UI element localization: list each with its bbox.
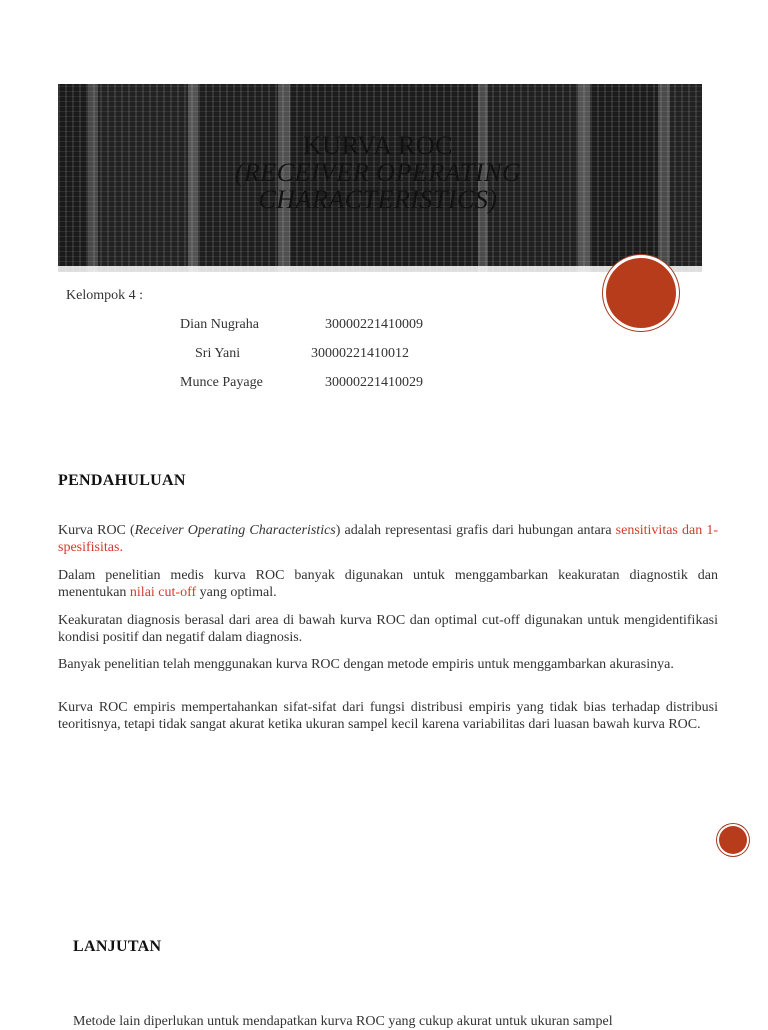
paragraph-2-text-b: yang optimal. [196,585,277,600]
paragraph-1-text-a: Kurva ROC ( [58,523,135,538]
paragraph-2-text-a: Dalam penelitian medis kurva ROC banyak digunakan untuk menggambarkan keakuratan diagnostik dan menentukan [58,568,718,600]
decorative-circle-small [719,826,747,854]
paragraph-1-highlight: sensitivitas dan 1-spesifisitas. [58,523,718,555]
group-label: Kelompok 4 : [66,288,143,303]
section-heading-pendahuluan: PENDAHULUAN [58,472,186,489]
paragraph-5: Kurva ROC empiris mempertahankan sifat-sifat dari fungsi distribusi empiris yang tidak bias terhadap distribusi teoritisnya, tetapi tidak sangat akurat ketika ukuran sampel kecil karena variabilitas dari luasan bawah kurva ROC. [58,700,718,732]
member-1-name: Dian Nugraha [180,317,259,332]
title-line-1: KURVA ROC [302,131,454,160]
title-line-2: (RECEIVER OPERATING [234,158,522,187]
member-2-name: Sri Yani [195,346,241,361]
paragraph-4: Banyak penelitian telah menggunakan kurva ROC dengan metode empiris untuk menggambarkan akurasinya. [58,657,674,672]
paragraph-1-text-b: ) adalah representasi grafis dari hubungan antara [335,523,616,538]
slide-title [208,132,548,213]
paragraph-2-highlight: nilai cut-off [129,585,197,600]
member-1-id: 30000221410009 [325,317,423,332]
title-banner [58,84,702,272]
member-3-name: Munce Payage [180,375,263,390]
member-3-id: 30000221410029 [325,375,423,390]
decorative-circle-large [606,258,676,328]
title-line-3: CHARACTERISTICS) [258,185,498,214]
section-heading-lanjutan: LANJUTAN [73,938,162,955]
paragraph-1 [58,522,718,556]
paragraph-lanjutan-1: Metode lain diperlukan untuk mendapatkan kurva ROC yang cukup akurat untuk ukuran sampel [73,1014,613,1029]
paragraph-1-italic: Receiver Operating Characteristics [134,523,336,538]
paragraph-3: Keakuratan diagnosis berasal dari area di bawah kurva ROC dan optimal cut-off digunakan untuk mengidentifikasi kondisi positif dan negatif dalam diagnosis. [58,613,718,645]
paragraph-2 [58,567,718,601]
member-2-id: 30000221410012 [311,346,409,361]
